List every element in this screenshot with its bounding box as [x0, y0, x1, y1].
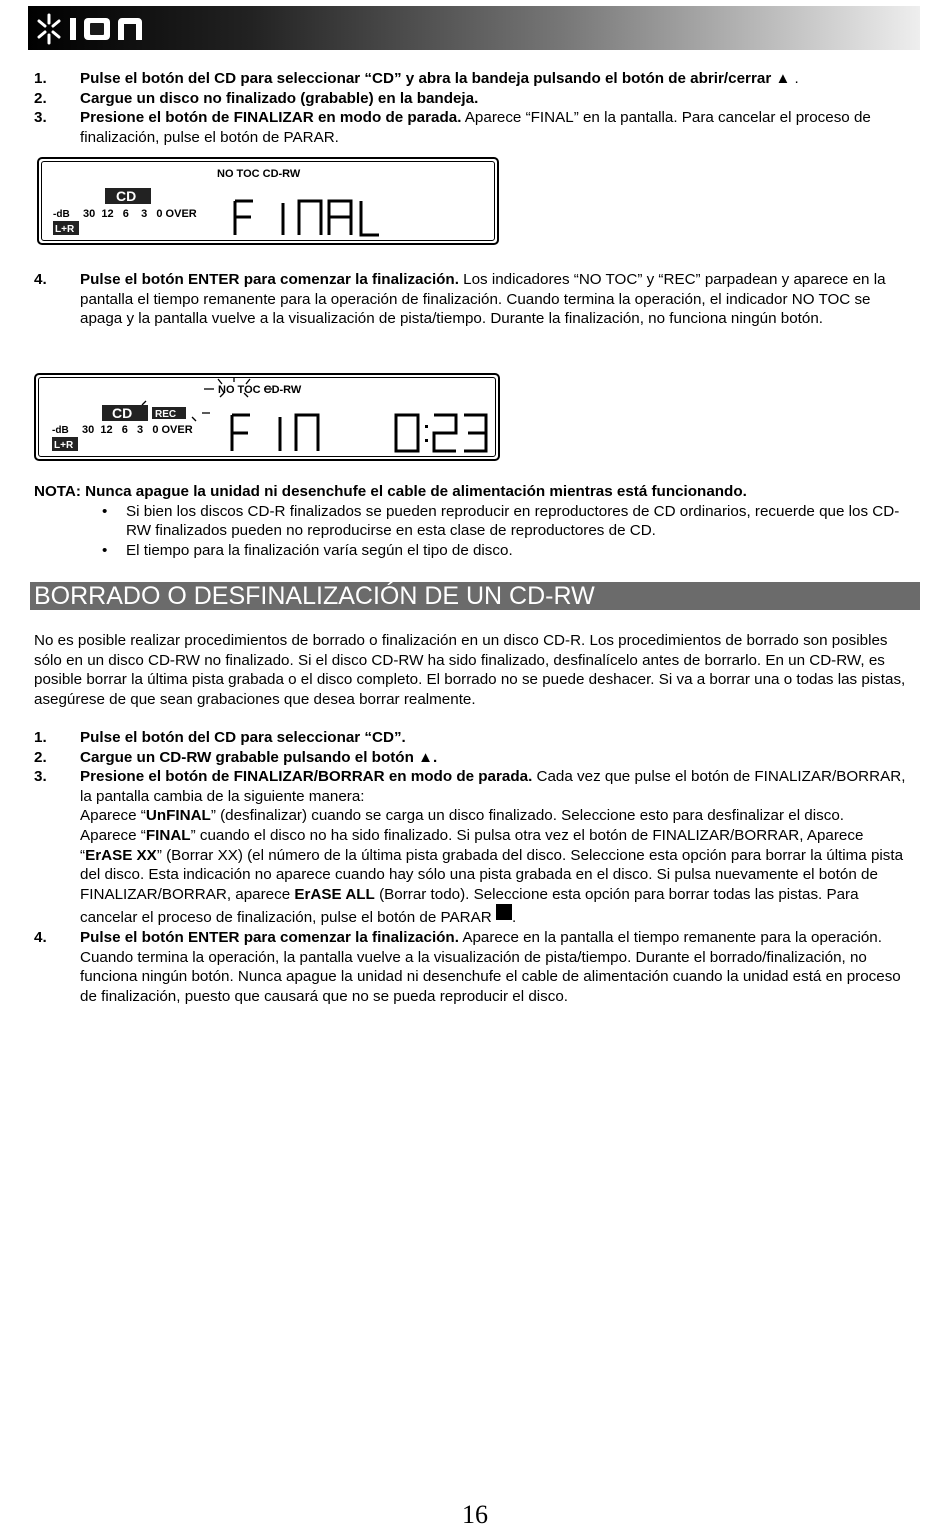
header-bar [28, 6, 920, 50]
item-number: 4. [34, 271, 47, 288]
list-item [34, 108, 914, 147]
item-text: Los indicadores “NO TOC” y “REC” parpadean y aparece en la pantalla el tiempo remanente para la operación de finalización. Cuando termina la operación, el indicador NO TOC se apaga y la pantalla vuelve a la visualización de pista/tiempo. Durante la finalización, no funciona ningún botón. [80, 271, 886, 328]
list-item [34, 69, 914, 89]
steps-list-1 [34, 69, 914, 147]
item-text: (Borrar todo). Seleccione esta opción para borrar todas las pistas. Para cancelar el proceso de finalización, pulse el botón de PARAR [80, 885, 859, 927]
item-text: Aparece “ [80, 807, 146, 825]
lcd-cd-badge: CD [112, 405, 133, 421]
lcd-segment-final [235, 201, 379, 235]
item-number: 4. [34, 928, 47, 946]
stop-icon [496, 904, 512, 920]
list-item [34, 728, 914, 748]
lcd-display-final [37, 157, 499, 245]
item-text: Cada vez que pulse el botón de FINALIZAR/BORRAR, la pantalla cambia de la siguiente manera: [80, 768, 906, 805]
display-code: UnFINAL [145, 807, 211, 825]
eject-icon: ▲ [418, 748, 433, 766]
lcd-segment-fin [232, 415, 318, 451]
lcd-cd-badge: CD [116, 188, 137, 204]
bullet-icon: • [102, 502, 108, 520]
item-bold-text: Cargue un disco no finalizado (grabable) en la bandeja. [80, 89, 479, 107]
section-heading [30, 582, 920, 610]
intro-paragraph: No es posible realizar procedimientos de borrado o finalización en un disco CD-R. Los procedimientos de borrado son posibles sólo en un disco CD-RW no finalizado. Si el disco CD-RW ha sido finalizado, desfinalícelo antes de borrarlo. En un CD-RW, es posible borrar la última pista grabada o el disco completo. El borrado no se puede deshacer. Si va a borrar una o todas las pistas, asegúrese de que sean grabaciones que desea borrar realmente. [34, 632, 906, 708]
item-bold-text: Pulse el botón ENTER para comenzar la finalización. [80, 271, 459, 288]
note-text: NOTA: Nunca apague la unidad ni desenchufe el cable de alimentación mientras está funcionando. [34, 483, 747, 500]
list-item [34, 270, 914, 329]
section-title: BORRADO O DESFINALIZACIÓN DE UN CD-RW [34, 582, 595, 610]
item-text: . [790, 70, 799, 87]
display-code: ErASE XX [85, 846, 157, 864]
item-number: 2. [34, 89, 47, 107]
bullet-item [34, 502, 914, 541]
item-text: . [511, 909, 517, 927]
lcd-segment-time [396, 415, 486, 451]
list-item [34, 767, 914, 928]
bullet-text: El tiempo para la finalización varía según el tipo de disco. [126, 541, 513, 559]
item-number: 1. [34, 729, 47, 746]
display-code: ErASE ALL [294, 885, 375, 903]
lcd-db-label: -dB [53, 209, 70, 220]
item-bold-text: Pulse el botón del CD para seleccionar “CD” y abra la bandeja pulsando el botón de abrir/cerrar [80, 70, 776, 87]
list-item [34, 89, 914, 109]
item-text: Aparece en la pantalla el tiempo remanente para la operación. Cuando termina la operación, la pantalla vuelve a la visualización de pista/tiempo. Durante el borrado/finalización, no funciona ningún botón. Nunca apague la unidad ni desenchufe el cable de alimentación cuando la unidad está en proceso de finalización, puesto que causará que no se pueda reproducir el disco. [80, 928, 901, 1005]
item-bold-text: . [432, 748, 438, 766]
item-bold-text: Pulse el botón del CD para seleccionar “CD”. [80, 729, 406, 746]
list-item [34, 748, 914, 768]
item-text: Aparece “FINAL” en la pantalla. Para cancelar el proceso de finalización, pulse el botón de PARAR. [80, 109, 871, 146]
lcd-top-indicators: NO TOC CD-RW [218, 384, 302, 396]
steps-list-2 [34, 728, 914, 1006]
lcd-lr-badge: L+R [55, 224, 75, 235]
item-text: ” (desfinalizar) cuando se carga un disco finalizado. Seleccione esto para desfinalizar el disco. [210, 807, 844, 825]
ion-logo [34, 12, 150, 46]
item-number: 3. [34, 109, 47, 127]
display-code: FINAL [145, 826, 191, 844]
item-bold-text: Pulse el botón ENTER para comenzar la finalización. [80, 928, 459, 946]
lcd-db-label: -dB [52, 425, 69, 436]
page-number: 16 [462, 1500, 488, 1529]
lcd-rec-badge: REC [155, 409, 177, 420]
item-text: Aparece “ [80, 826, 146, 844]
lcd-display-fin [34, 373, 500, 461]
item-bold-text: Presione el botón de FINALIZAR/BORRAR en modo de parada. [80, 768, 533, 786]
bullet-text: Si bien los discos CD-R finalizados se pueden reproducir en reproductores de CD ordinarios, recuerde que los CD-RW finalizados pueden no reproducirse en esta clase de reproductores de CD. [126, 502, 900, 540]
eject-icon: ▲ [775, 70, 791, 87]
list-item [34, 928, 914, 1006]
bullet-icon: • [102, 541, 108, 559]
lcd-level-scale: 30 12 6 3 0 OVER [83, 208, 197, 220]
item-number: 2. [34, 748, 47, 766]
bullet-item [34, 541, 914, 561]
lcd-lr-badge: L+R [54, 440, 74, 451]
lcd-level-scale: 30 12 6 3 0 OVER [82, 424, 193, 436]
item-bold-text: Presione el botón de FINALIZAR en modo de parada. [80, 109, 462, 127]
note-block [34, 482, 914, 560]
item-number: 3. [34, 768, 47, 786]
item-text: ” cuando el disco no ha sido finalizado. Si pulsa otra vez el botón de FINALIZAR/BORRAR, Aparece “ [80, 826, 864, 864]
item-bold-text: Cargue un CD-RW grabable pulsando el botón [80, 748, 419, 766]
item-number: 1. [34, 70, 47, 87]
item-text: ” (Borrar XX) (el número de la última pista grabada del disco. Seleccione esta opción para borrar la última pista del disco. Esta indicación no aparece cuando hay sólo una pista grabada en el disco. Si pulsa nuevamente el botón de FINALIZAR/BORRAR, aparece [80, 846, 904, 903]
steps-list-1-cont [34, 270, 914, 329]
lcd-top-indicators: NO TOC CD-RW [217, 168, 301, 180]
